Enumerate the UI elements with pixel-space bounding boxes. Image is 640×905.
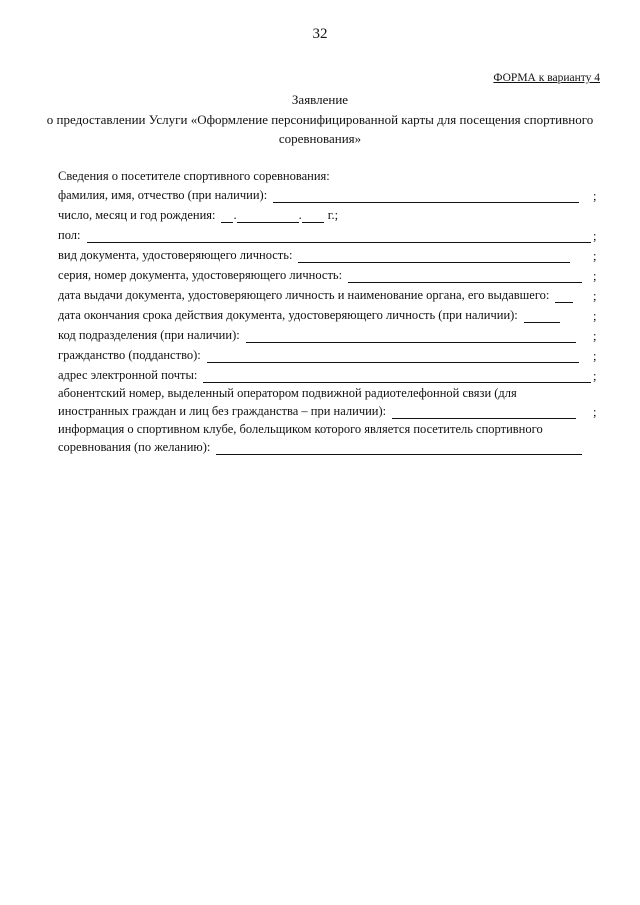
- field-phone-blank[interactable]: [392, 407, 576, 419]
- field-citizenship-label: гражданство (подданство):: [58, 348, 201, 362]
- field-club-label-line-2: соревнования (по желанию):: [58, 440, 211, 454]
- field-division-code-label: код подразделения (при наличии):: [58, 328, 240, 342]
- field-club: [58, 439, 582, 455]
- field-doc-issue-label: дата выдачи документа, удостоверяющего личность и наименование органа, его выдавшего:: [58, 288, 550, 302]
- field-gender-blank[interactable]: [87, 231, 591, 243]
- field-gender: [58, 227, 591, 243]
- field-birthdate: [58, 207, 338, 223]
- birth-day-blank[interactable]: [221, 211, 233, 223]
- field-doc-type-label: вид документа, удостоверяющего личность:: [58, 248, 293, 262]
- field-fio-separator: ;: [593, 189, 597, 203]
- field-division-code-blank[interactable]: [246, 331, 576, 343]
- field-division-code-separator: ;: [593, 329, 597, 343]
- field-phone-label-line-1: абонентский номер, выделенный оператором подвижной радиотелефонной связи (для: [58, 386, 517, 400]
- field-doc-number-blank[interactable]: [348, 271, 582, 283]
- document-title: Заявление: [291, 92, 349, 107]
- field-club-label-line-1: информация о спортивном клубе, болельщиком которого является посетитель спортивного: [58, 422, 543, 436]
- field-fio: [58, 187, 579, 203]
- field-doc-type-separator: ;: [593, 249, 597, 263]
- field-fio-label: фамилия, имя, отчество (при наличии):: [58, 188, 268, 202]
- field-doc-expiry-separator: ;: [593, 309, 597, 323]
- birth-year-suffix: г.;: [327, 208, 339, 222]
- field-citizenship-separator: ;: [593, 349, 597, 363]
- field-email-label: адрес электронной почты:: [58, 368, 198, 382]
- field-birthdate-label: число, месяц и год рождения:: [58, 208, 216, 222]
- field-citizenship-blank[interactable]: [207, 351, 579, 363]
- field-doc-issue: [58, 287, 573, 303]
- page-number: 32: [312, 26, 328, 42]
- subtitle-line-2: соревнования»: [278, 131, 362, 146]
- field-doc-expiry-label: дата окончания срока действия документа, удостоверяющего личность (при наличии):: [58, 308, 518, 322]
- field-doc-issue-blank[interactable]: [555, 291, 573, 303]
- document-subtitle: [0, 110, 640, 148]
- field-doc-number-label: серия, номер документа, удостоверяющего личность:: [58, 268, 343, 282]
- field-doc-expiry: [58, 307, 560, 323]
- field-email: [58, 367, 591, 383]
- form-reference: ФОРМА к варианту 4: [493, 72, 600, 84]
- field-gender-separator: ;: [593, 229, 597, 243]
- field-doc-expiry-blank[interactable]: [524, 311, 560, 323]
- field-phone-separator: ;: [593, 405, 597, 419]
- field-phone-label-line-2: иностранных граждан и лиц без гражданства – при наличии):: [58, 404, 387, 418]
- section-heading: Сведения о посетителе спортивного соревнования:: [58, 169, 330, 183]
- field-doc-issue-separator: ;: [593, 289, 597, 303]
- field-email-separator: ;: [593, 369, 597, 383]
- field-citizenship: [58, 347, 579, 363]
- field-fio-blank[interactable]: [273, 191, 579, 203]
- field-email-blank[interactable]: [203, 371, 591, 383]
- field-club-blank[interactable]: [216, 443, 582, 455]
- field-gender-label: пол:: [58, 228, 81, 242]
- field-doc-type: [58, 247, 570, 263]
- birth-dot-2: .: [298, 208, 302, 222]
- field-doc-number-separator: ;: [593, 269, 597, 283]
- birth-month-blank[interactable]: [237, 211, 299, 223]
- field-doc-type-blank[interactable]: [298, 251, 570, 263]
- field-phone: [58, 403, 576, 419]
- field-doc-number: [58, 267, 582, 283]
- birth-dot-1: .: [233, 208, 237, 222]
- subtitle-line-1: о предоставлении Услуги «Оформление персонифицированной карты для посещения спортивного: [46, 112, 594, 127]
- field-division-code: [58, 327, 576, 343]
- birth-year-blank[interactable]: [302, 211, 324, 223]
